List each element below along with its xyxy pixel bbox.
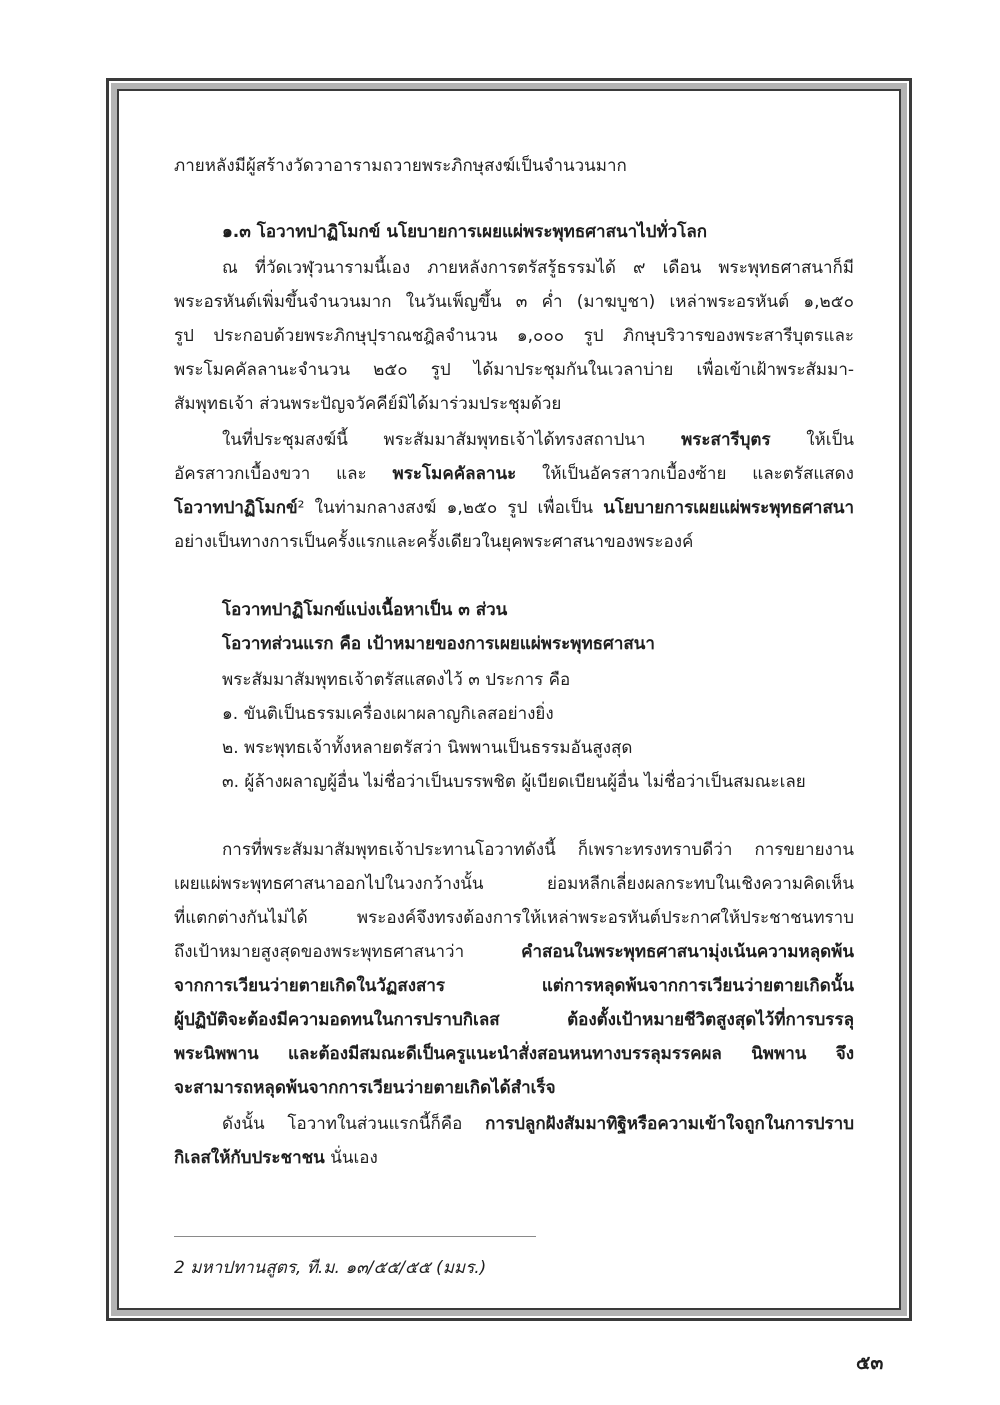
text-line xyxy=(222,428,854,452)
text-run: ให้เป็น xyxy=(770,430,854,450)
text-line: อย่างเป็นทางการเป็นครั้งแรกและครั้งเดียวในยุคพระศาสนาของพระองค์ xyxy=(174,532,694,552)
text-line: สัมพุทธเจ้า ส่วนพระปัญจวัคคีย์มิได้มาร่วมประชุมด้วย xyxy=(174,394,562,414)
text-line xyxy=(222,1112,854,1136)
page-number: ๕๓ xyxy=(856,1352,884,1374)
text-line: จากการเวียนว่ายตายเกิดในวัฏสงสาร แต่การหลุดพ้นจากการเวียนว่ายตายเกิดนั้น xyxy=(174,976,854,996)
bold-term: พระสารีบุตร xyxy=(681,430,771,450)
text-line: จะสามารถหลุดพ้นจากการเวียนว่ายตายเกิดได้สำเร็จ xyxy=(174,1078,556,1098)
text-line: พระสัมมาสัมพุทธเจ้าตรัสแสดงไว้ ๓ ประการ คือ xyxy=(222,670,571,690)
text-line: ที่แตกต่างกันไม่ได้ พระองค์จึงทรงต้องการให้เหล่าพระอรหันต์ประกาศให้ประชาชนทราบ xyxy=(174,908,854,928)
text-line: พระอรหันต์เพิ่มขึ้นจำนวนมาก ในวันเพ็ญขึ้น ๓ ค่ำ (มาฆบูชา) เหล่าพระอรหันต์ ๑,๒๕๐ xyxy=(174,292,854,312)
text-line: ผู้ปฏิบัติจะต้องมีความอดทนในการปราบกิเลส ต้องตั้งเป้าหมายชีวิตสูงสุดไว้ที่การบรรลุ xyxy=(174,1010,854,1030)
text-line xyxy=(174,940,854,964)
subheading: โอวาทส่วนแรก คือ เป้าหมายของการเผยแผ่พระพุทธศาสนา xyxy=(222,634,655,654)
bold-term: โอวาทปาฏิโมกข์ xyxy=(174,498,298,518)
list-item: ๑. ขันติเป็นธรรมเครื่องเผาผลาญกิเลสอย่างยิ่ง xyxy=(222,704,554,724)
text-run: อัครสาวกเบื้องขวา และ xyxy=(174,464,393,484)
text-line: เผยแผ่พระพุทธศาสนาออกไปในวงกว้างนั้น ย่อมหลีกเลี่ยงผลกระทบในเชิงความคิดเห็น xyxy=(174,874,854,894)
text-line: พระโมคคัลลานะจำนวน ๒๕๐ รูป ได้มาประชุมกันในเวลาบ่าย เพื่อเข้าเฝ้าพระสัมมา- xyxy=(174,360,854,380)
footnote-divider xyxy=(174,1236,536,1237)
text-line: พระนิพพาน และต้องมีสมณะดีเป็นครูแนะนำสั่งสอนหนทางบรรลุมรรคผล นิพพาน จึง xyxy=(174,1044,854,1064)
text-run: ² ในท่ามกลางสงฆ์ ๑,๒๕๐ รูป เพื่อเป็น xyxy=(297,498,604,518)
text-run: นั่นเอง xyxy=(324,1148,378,1168)
text-line: รูป ประกอบด้วยพระภิกษุปุราณชฎิลจำนวน ๑,๐๐๐ รูป ภิกษุบริวารของพระสารีบุตรและ xyxy=(174,326,854,346)
bold-term: คำสอนในพระพุทธศาสนามุ่งเน้นความหลุดพ้น xyxy=(521,942,854,962)
subheading: โอวาทปาฏิโมกข์แบ่งเนื้อหาเป็น ๓ ส่วน xyxy=(222,600,508,620)
list-item: ๒. พระพุทธเจ้าทั้งหลายตรัสว่า นิพพานเป็นธรรมอันสูงสุด xyxy=(222,738,633,758)
text-line: ภายหลังมีผู้สร้างวัดวาอารามถวายพระภิกษุสงฆ์เป็นจำนวนมาก xyxy=(174,156,627,176)
text-run: ดังนั้น โอวาทในส่วนแรกนี้ก็คือ xyxy=(222,1114,486,1134)
text-run: ให้เป็นอัครสาวกเบื้องซ้าย และตรัสแสดง xyxy=(516,464,854,484)
bold-term: นโยบายการเผยแผ่พระพุทธศาสนา xyxy=(603,498,854,518)
text-line xyxy=(174,1146,378,1170)
text-line: การที่พระสัมมาสัมพุทธเจ้าประทานโอวาทดังนี้ ก็เพราะทรงทราบดีว่า การขยายงาน xyxy=(222,840,854,860)
text-line: ณ ที่วัดเวฬุวนารามนี้เอง ภายหลังการตรัสรู้ธรรมได้ ๙ เดือน พระพุทธศาสนาก็มี xyxy=(222,258,854,278)
bold-term: กิเลสให้กับประชาชน xyxy=(174,1148,325,1168)
text-line xyxy=(174,496,854,520)
bold-term: พระโมคคัลลานะ xyxy=(392,464,517,484)
bold-term: การปลูกฝังสัมมาทิฐิหรือความเข้าใจถูกในการปราบ xyxy=(485,1114,854,1134)
section-heading: ๑.๓ โอวาทปาฏิโมกข์ นโยบายการเผยแผ่พระพุทธศาสนาไปทั่วโลก xyxy=(222,222,708,242)
list-item: ๓. ผู้ล้างผลาญผู้อื่น ไม่ชื่อว่าเป็นบรรพชิต ผู้เบียดเบียนผู้อื่น ไม่ชื่อว่าเป็นสมณะเลย xyxy=(222,772,806,792)
text-line xyxy=(174,462,854,486)
footnote: 2 มหาปทานสูตร, ที.ม. ๑๓/๕๕/๕๕ (มมร.) xyxy=(174,1258,487,1278)
text-run: ในที่ประชุมสงฆ์นี้ พระสัมมาสัมพุทธเจ้าได้ทรงสถาปนา xyxy=(222,430,682,450)
text-run: ถึงเป้าหมายสูงสุดของพระพุทธศาสนาว่า xyxy=(174,942,522,962)
